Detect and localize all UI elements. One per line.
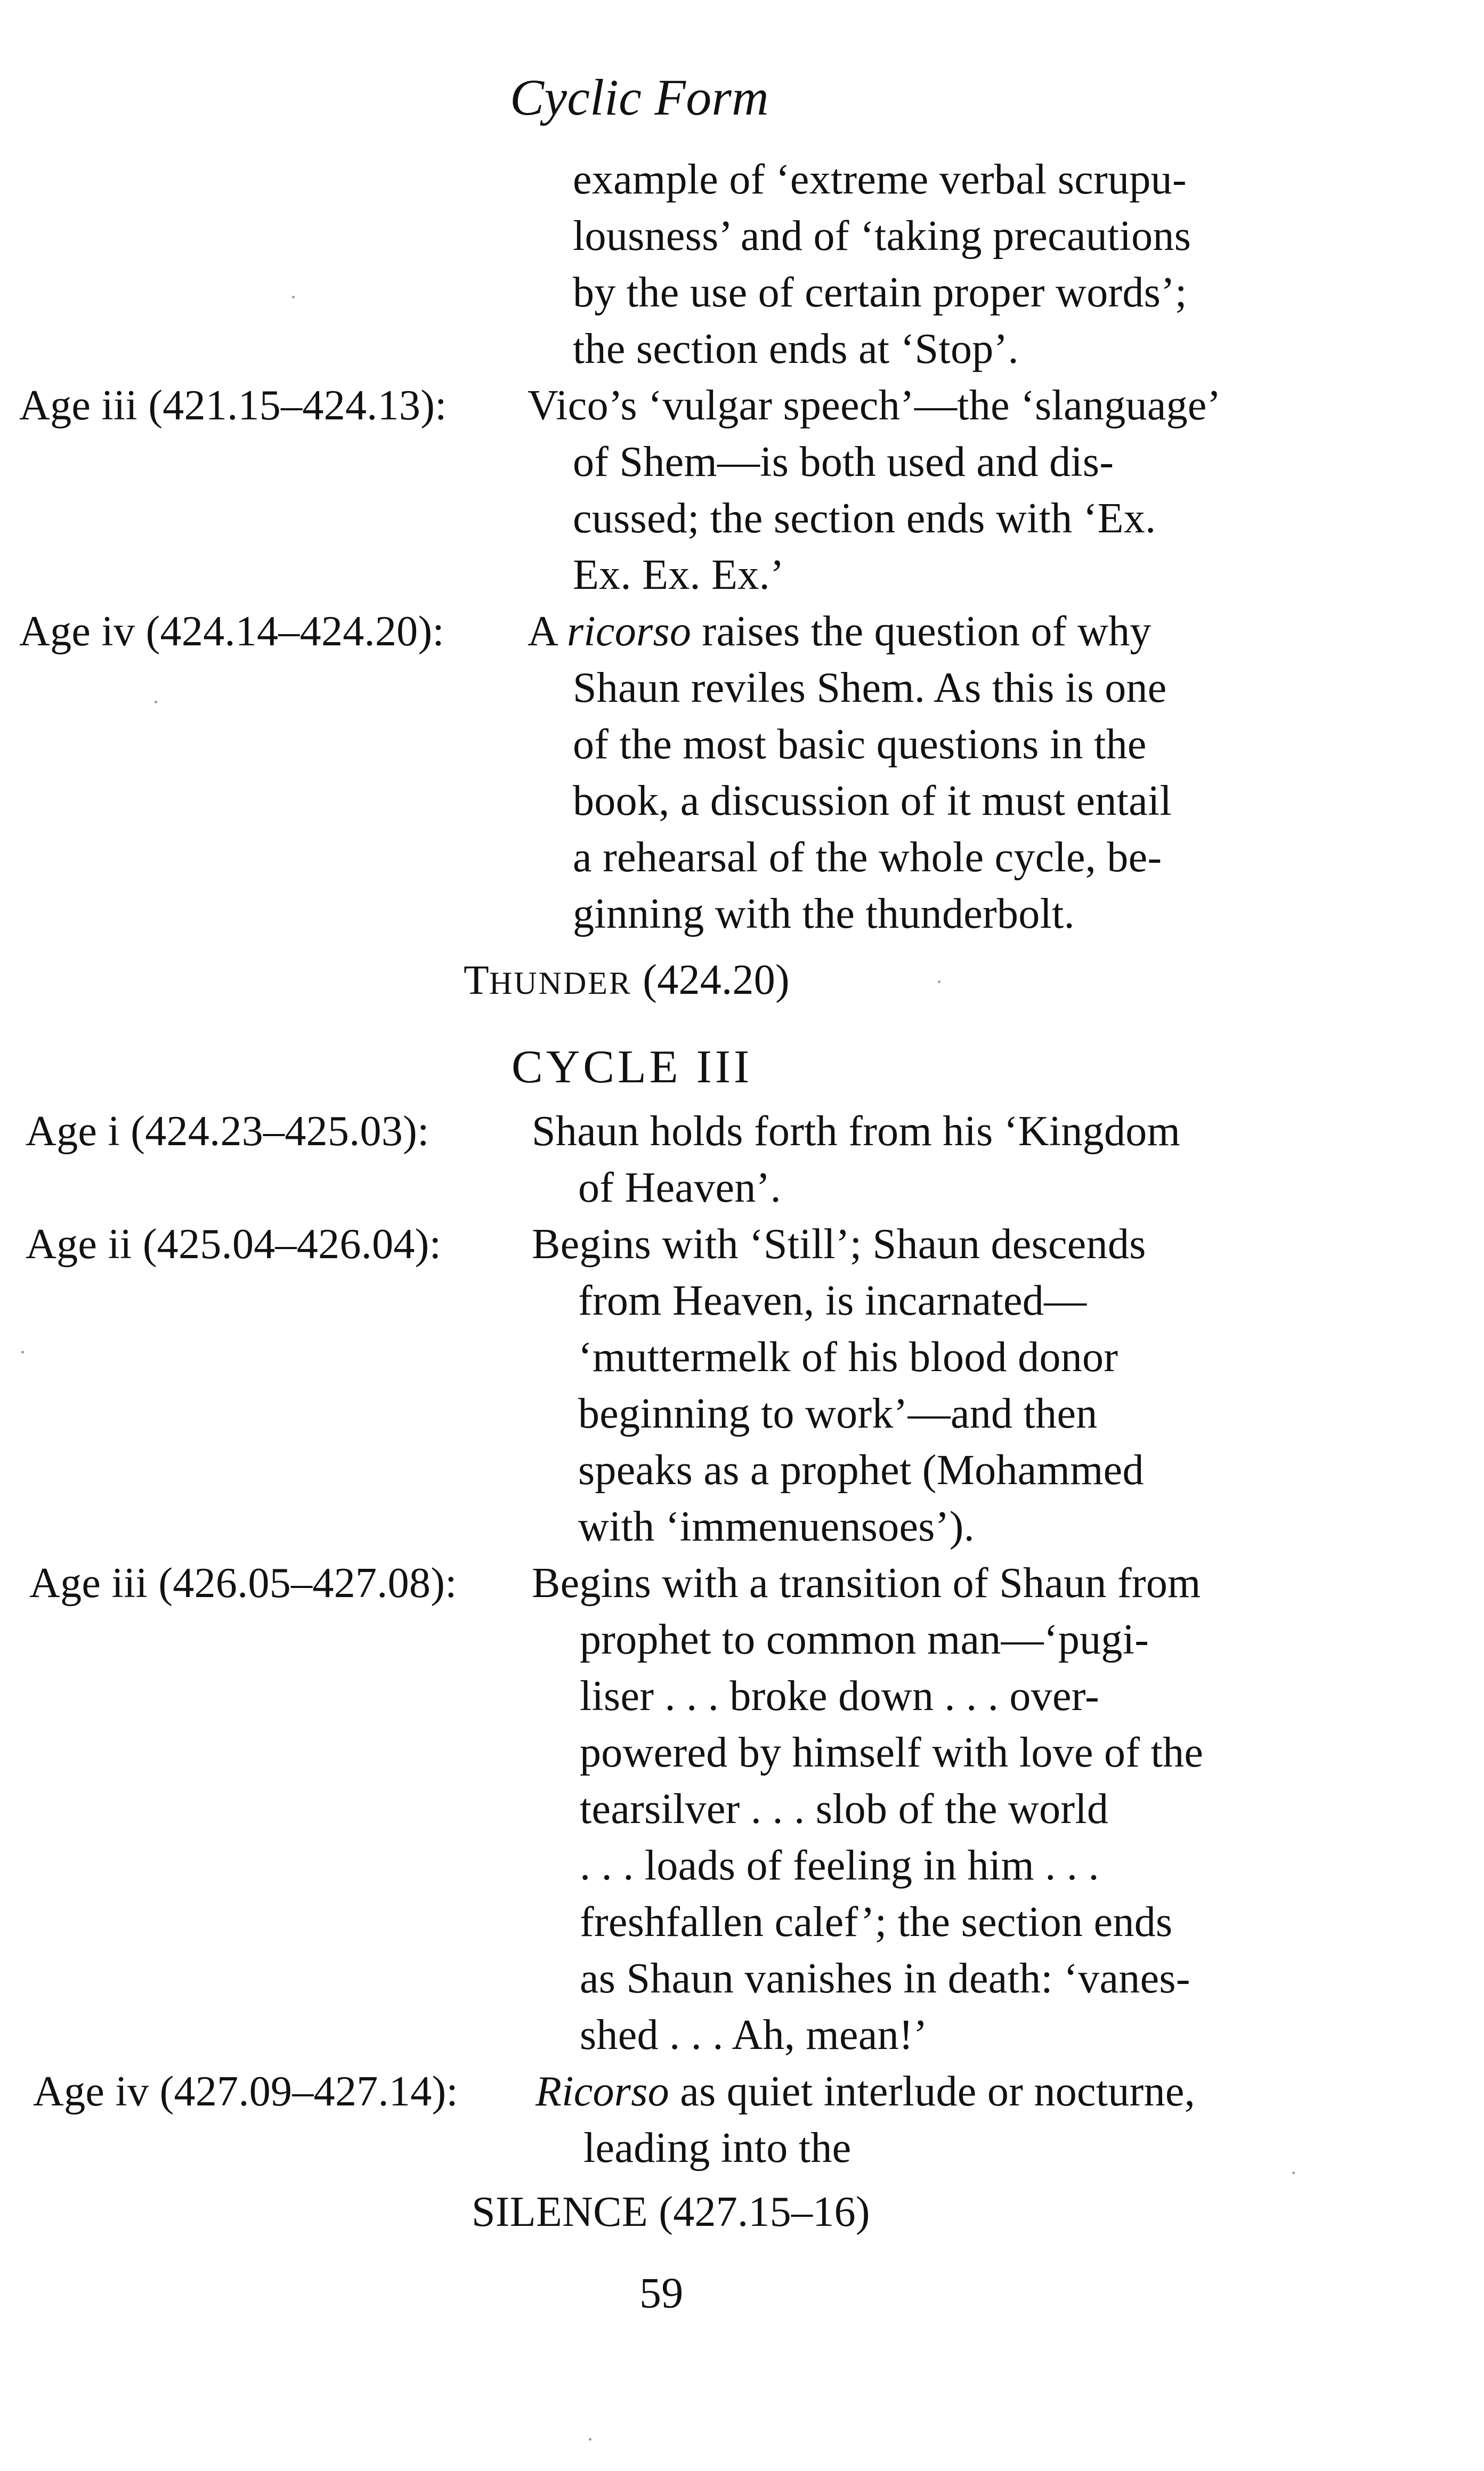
entry-text: Begins with ‘Still’; Shaun descends — [532, 1221, 1146, 1268]
entry-text: tearsilver . . . slob of the world — [580, 1786, 1109, 1833]
text-line: example of ‘extreme verbal scrupu- — [573, 156, 1187, 203]
entry-text: book, a discussion of it must entail — [573, 777, 1172, 824]
scan-speck — [589, 2438, 591, 2441]
running-head: Cyclic Form — [510, 69, 769, 126]
text-line: by the use of certain proper words’; — [573, 269, 1187, 316]
entry-text: of Heaven’. — [578, 1164, 781, 1211]
scan-speck — [1292, 2172, 1295, 2174]
entry-text: of the most basic questions in the — [573, 721, 1147, 768]
entry-text: liser . . . broke down . . . over- — [580, 1673, 1100, 1720]
silence-marker: SILENCE (427.15–16) — [472, 2189, 870, 2235]
entry-text: from Heaven, is incarnated— — [578, 1277, 1087, 1324]
scan-speck — [938, 981, 940, 983]
scan-speck — [21, 1351, 24, 1354]
entry-text: Ricorso as quiet interlude or nocturne, — [536, 2068, 1196, 2115]
age-label: Age iv (427.09–427.14): — [33, 2068, 458, 2115]
entry-text: cussed; the section ends with ‘Ex. — [573, 495, 1156, 542]
entry-text: of Shem—is both used and dis- — [573, 439, 1114, 485]
ricorso-term: Ricorso — [536, 2068, 669, 2115]
age-label: Age iii (426.05–427.08): — [29, 1560, 457, 1607]
age-label: Age iii (421.15–424.13): — [19, 382, 447, 429]
age-label: Age iv (424.14–424.20): — [19, 608, 444, 655]
entry-text: prophet to common man—‘pugi- — [580, 1616, 1149, 1663]
entry-text: ginning with the thunderbolt. — [573, 890, 1075, 937]
entry-text: with ‘immenuensoes’). — [578, 1503, 975, 1550]
entry-text: freshfallen calef’; the section ends — [580, 1899, 1173, 1946]
scan-speck — [292, 296, 295, 298]
entry-text: Ex. Ex. Ex.’ — [573, 552, 784, 598]
entry-text: beginning to work’—and then — [578, 1390, 1098, 1437]
entry-text: . . . loads of feeling in him . . . — [580, 1842, 1099, 1889]
entry-text: a rehearsal of the whole cycle, be- — [573, 834, 1162, 881]
text-line: the section ends at ‘Stop’. — [573, 326, 1019, 372]
cycle-heading: CYCLE III — [512, 1041, 753, 1093]
age-label: Age ii (425.04–426.04): — [26, 1221, 442, 1268]
entry-text: Begins with a transition of Shaun from — [532, 1560, 1201, 1607]
entry-text: Vico’s ‘vulgar speech’—the ‘slanguage’ — [528, 382, 1221, 429]
ricorso-term: ricorso — [566, 608, 692, 655]
entry-text: Shaun reviles Shem. As this is one — [573, 665, 1167, 711]
entry-text: ‘muttermelk of his blood donor — [578, 1334, 1118, 1381]
entry-text: shed . . . Ah, mean!’ — [580, 2012, 928, 2059]
entry-text: Shaun holds forth from his ‘Kingdom — [532, 1108, 1181, 1155]
entry-text: as Shaun vanishes in death: ‘vanes- — [580, 1955, 1190, 2002]
entry-text: powered by himself with love of the — [580, 1729, 1204, 1776]
thunder-marker: THUNDER (424.20) — [464, 957, 790, 1003]
text-line: lousness’ and of ‘taking precautions — [573, 213, 1191, 260]
entry-text: speaks as a prophet (Mohammed — [578, 1447, 1144, 1494]
entry-text: leading into the — [583, 2125, 852, 2172]
page-number: 59 — [639, 2269, 684, 2317]
scan-speck — [155, 701, 157, 703]
entry-text: A ricorso raises the question of why — [528, 608, 1151, 655]
age-label: Age i (424.23–425.03): — [26, 1108, 429, 1155]
